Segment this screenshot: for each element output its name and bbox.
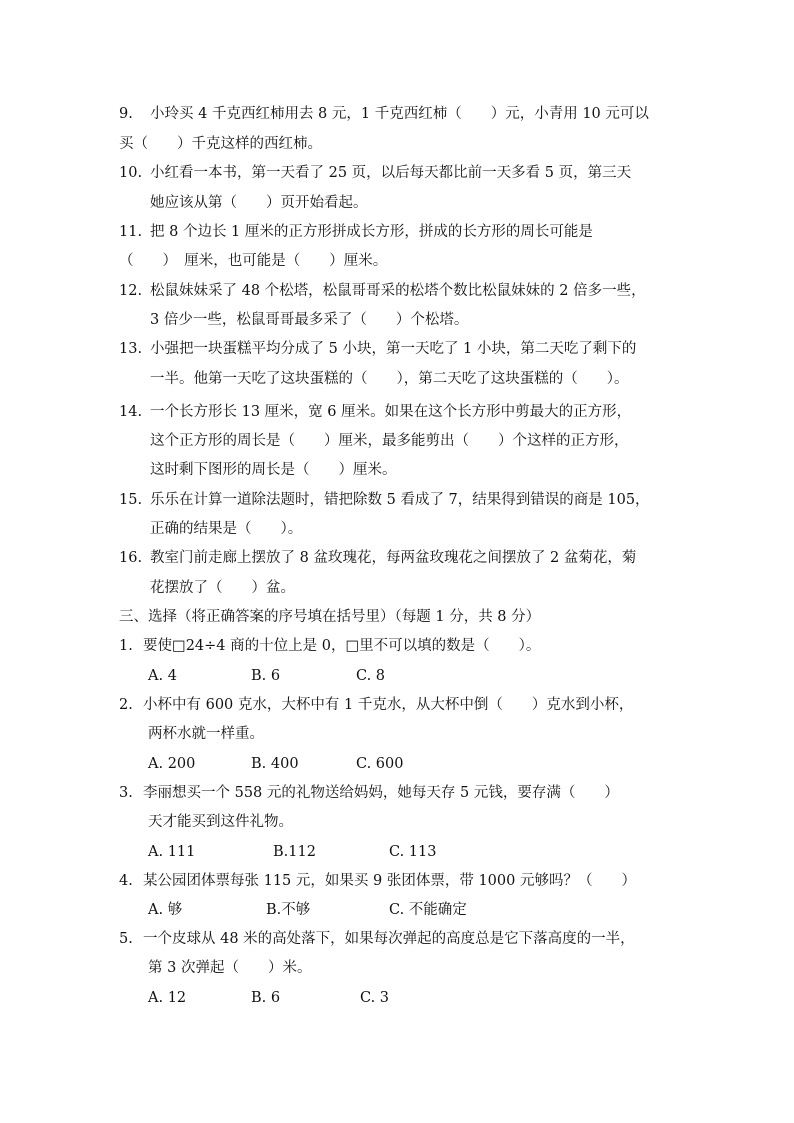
question-16-line-2: 花摆放了（ ）盆。	[150, 580, 295, 596]
choice-3-line-1: 李丽想买一个 558 元的礼物送给妈妈，她每天存 5 元钱，要存满（ ）	[143, 785, 619, 801]
choice-4-line-1: 某公园团体票每张 115 元，如果买 9 张团体票，带 1000 元够吗？（ ）	[143, 873, 636, 889]
choice-1-option-c: C. 8	[356, 668, 386, 684]
choice-1-option-a: A. 4	[148, 668, 177, 684]
question-16-number: 16.	[119, 550, 143, 566]
question-12-number: 12.	[119, 283, 143, 299]
question-9-line-1: 小玲买 4 千克西红柿用去 8 元，1 千克西红柿（ ）元，小青用 10 元可以	[150, 106, 649, 122]
question-13-number: 13.	[119, 341, 143, 357]
question-10-line-1: 小红看一本书，第一天看了 25 页，以后每天都比前一天多看 5 页，第三天	[150, 165, 632, 181]
choice-4-option-b: B.不够	[266, 902, 311, 918]
choice-1-option-b: B. 6	[251, 668, 281, 684]
choice-5-number: 5.	[119, 931, 133, 947]
choice-1-line-1: 要使□24÷4 商的十位上是 0，□里不可以填的数是（ ）。	[143, 638, 541, 654]
question-11-line-1: 把 8 个边长 1 厘米的正方形拼成长方形，拼成的长方形的周长可能是	[150, 224, 593, 240]
choice-4-number: 4.	[119, 873, 133, 889]
choice-2-option-c: C. 600	[356, 756, 404, 772]
question-15-number: 15.	[119, 492, 143, 508]
question-15-line-1: 乐乐在计算一道除法题时，错把除数 5 看成了 7，结果得到错误的商是 105，	[150, 492, 650, 508]
question-15-line-2: 正确的结果是（ ）。	[150, 521, 303, 537]
question-10-number: 10.	[119, 165, 143, 181]
question-10-line-2: 她应该从第（ ）页开始看起。	[150, 195, 368, 211]
question-12-line-1: 松鼠妹妹采了 48 个松塔，松鼠哥哥采的松塔个数比松鼠妹妹的 2 倍多一些，	[150, 283, 646, 299]
choice-5-option-b: B. 6	[251, 990, 281, 1006]
question-14-line-3: 这时剩下图形的周长是（ ）厘米。	[150, 462, 397, 478]
choice-5-option-c: C. 3	[360, 990, 390, 1006]
choice-3-option-a: A. 111	[148, 844, 196, 860]
question-14-line-2: 这个正方形的周长是（ ）厘米，最多能剪出（ ）个这样的正方形，	[150, 433, 629, 449]
choice-3-option-b: B.112	[273, 844, 316, 860]
question-11-number: 11.	[119, 224, 143, 240]
question-9-number: 9.	[119, 106, 133, 122]
section-title: 三、选择（将正确答案的序号填在括号里）（每题 1 分，共 8 分）	[119, 609, 541, 625]
choice-5-line-2: 第 3 次弹起（ ）米。	[148, 960, 312, 976]
choice-2-option-a: A. 200	[148, 756, 196, 772]
choice-3-line-2: 天才能买到这件礼物。	[148, 814, 293, 830]
question-14-line-1: 一个长方形长 13 厘米，宽 6 厘米。如果在这个长方形中剪最大的正方形，	[150, 404, 632, 420]
choice-5-option-a: A. 12	[148, 990, 187, 1006]
choice-4-option-a: A. 够	[148, 902, 183, 918]
question-9-line-2: 买（ ）千克这样的西红柿。	[119, 136, 322, 152]
choice-4-option-c: C. 不能确定	[389, 902, 467, 918]
choice-2-line-2: 两杯水就一样重。	[148, 726, 264, 742]
question-16-line-1: 教室门前走廊上摆放了 8 盆玫瑰花，每两盆玫瑰花之间摆放了 2 盆菊花，菊	[150, 550, 637, 566]
question-12-line-2: 3 倍少一些，松鼠哥哥最多采了（ ）个松塔。	[150, 312, 469, 328]
question-14-number: 14.	[119, 404, 143, 420]
choice-1-number: 1.	[119, 638, 133, 654]
choice-2-option-b: B. 400	[251, 756, 299, 772]
question-13-line-2: 一半。他第一天吃了这块蛋糕的（ ），第二天吃了这块蛋糕的（ ）。	[150, 371, 629, 387]
question-13-line-1: 小强把一块蛋糕平均分成了 5 小块，第一天吃了 1 小块，第二天吃了剩下的	[150, 341, 637, 357]
choice-2-line-1: 小杯中有 600 克水，大杯中有 1 千克水，从大杯中倒（ ）克水到小杯，	[143, 697, 634, 713]
choice-3-option-c: C. 113	[389, 844, 437, 860]
choice-2-number: 2.	[119, 697, 133, 713]
choice-3-number: 3.	[119, 785, 133, 801]
question-11-line-2: （ ） 厘米，也可能是（ ）厘米。	[119, 253, 388, 269]
choice-5-line-1: 一个皮球从 48 米的高处落下，如果每次弹起的高度总是它下落高度的一半，	[143, 931, 635, 947]
